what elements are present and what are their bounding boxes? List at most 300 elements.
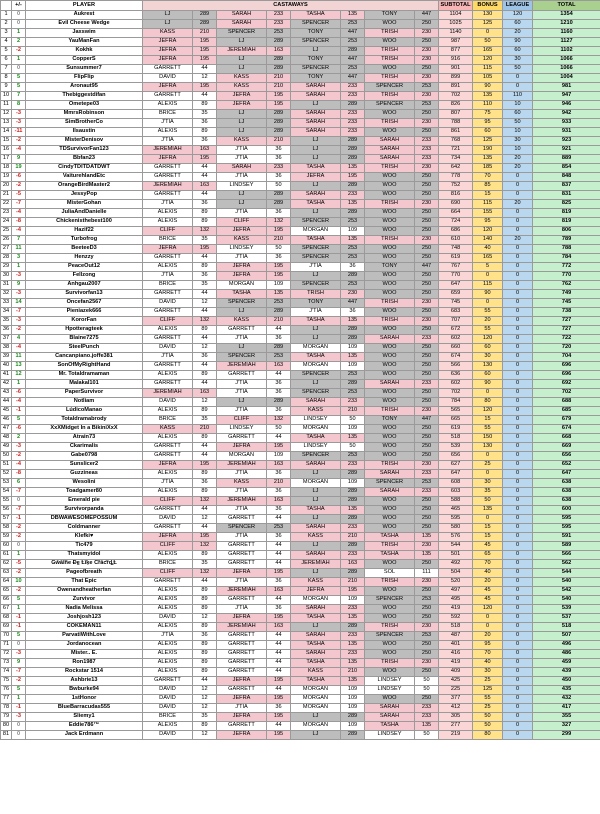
bonus-cell: 40 — [473, 569, 503, 578]
c3-name-cell: TONY — [291, 74, 341, 83]
rank-cell: 46 — [1, 416, 12, 425]
player-cell: JessyPop — [26, 191, 143, 200]
total-cell: 299 — [533, 731, 600, 740]
bonus-cell: 110 — [473, 101, 503, 110]
bonus-cell: 45 — [473, 587, 503, 596]
c4-name-cell: TRISH — [365, 578, 415, 587]
total-cell: 327 — [533, 722, 600, 731]
change-cell: 0 — [12, 731, 26, 740]
leaderboard-body — [1, 11, 600, 740]
c1-name-cell: ALEXIS — [143, 650, 193, 659]
bonus-cell: 115 — [473, 65, 503, 74]
c1-pts-cell: 44 — [193, 677, 217, 686]
c1-name-cell: ALEXIS — [143, 434, 193, 443]
c3-name-cell: SARAH — [291, 128, 341, 137]
bonus-cell: 0 — [473, 614, 503, 623]
league-cell: 10 — [503, 101, 533, 110]
c3-pts-cell: 447 — [341, 56, 365, 65]
c3-name-cell: SARAH — [291, 92, 341, 101]
bonus-header: BONUS — [473, 1, 503, 11]
bonus-cell: 95 — [473, 119, 503, 128]
c4-pts-cell: 230 — [415, 74, 439, 83]
player-cell: Ometepe03 — [26, 101, 143, 110]
c4-name-cell: WOO — [365, 65, 415, 74]
total-cell: 544 — [533, 569, 600, 578]
player-cell: That Epic — [26, 578, 143, 587]
change-cell: -5 — [12, 191, 26, 200]
c4-pts-cell: 250 — [415, 389, 439, 398]
c2-name-cell: KASS — [217, 83, 267, 92]
c1-pts-cell: 44 — [193, 506, 217, 515]
league-cell: 0 — [503, 389, 533, 398]
c1-pts-cell: 44 — [193, 92, 217, 101]
c3-pts-cell: 230 — [341, 290, 365, 299]
c2-pts-cell: 44 — [267, 326, 291, 335]
c4-pts-cell: 250 — [415, 695, 439, 704]
c2-name-cell: JEFRA — [217, 569, 267, 578]
rank-cell: 52 — [1, 470, 12, 479]
c1-name-cell: GARRETT — [143, 578, 193, 587]
total-cell: 674 — [533, 425, 600, 434]
c2-name-cell: JEREMIAH — [217, 362, 267, 371]
league-cell: 0 — [503, 299, 533, 308]
c1-name-cell: ALEXIS — [143, 101, 193, 110]
subtotal-cell: 409 — [439, 668, 473, 677]
c3-pts-cell: 289 — [341, 47, 365, 56]
league-cell: 0 — [503, 488, 533, 497]
c2-name-cell: J'TIA — [217, 146, 267, 155]
table-row — [1, 695, 600, 704]
c3-name-cell: TASHA — [291, 11, 341, 20]
c2-name-cell: JEFRA — [217, 614, 267, 623]
change-cell: -2 — [12, 677, 26, 686]
rank-cell: 38 — [1, 344, 12, 353]
table-row — [1, 380, 600, 389]
player-cell: TDSurvivorFan123 — [26, 146, 143, 155]
c2-pts-cell: 289 — [267, 398, 291, 407]
c4-pts-cell: 230 — [415, 92, 439, 101]
c4-name-cell: WOO — [365, 245, 415, 254]
bonus-cell: 130 — [473, 11, 503, 20]
player-cell: Kokhk — [26, 47, 143, 56]
table-row — [1, 470, 600, 479]
table-row — [1, 200, 600, 209]
c1-pts-cell: 89 — [193, 659, 217, 668]
c3-pts-cell: 135 — [341, 11, 365, 20]
c1-name-cell: JEFRA — [143, 245, 193, 254]
rank-cell: 78 — [1, 704, 12, 713]
league-cell: 10 — [503, 146, 533, 155]
table-row — [1, 191, 600, 200]
table-row — [1, 344, 600, 353]
c2-pts-cell: 36 — [267, 380, 291, 389]
total-cell: 889 — [533, 155, 600, 164]
change-cell: 8 — [12, 101, 26, 110]
subtotal-cell: 576 — [439, 533, 473, 542]
subtotal-cell: 659 — [439, 290, 473, 299]
table-row — [1, 461, 600, 470]
rank-cell: 25 — [1, 227, 12, 236]
subtotal-cell: 544 — [439, 542, 473, 551]
c3-pts-cell: 210 — [341, 578, 365, 587]
c4-name-cell: WOO — [365, 497, 415, 506]
rank-cell: 42 — [1, 380, 12, 389]
rank-cell: 3 — [1, 29, 12, 38]
c1-pts-cell: 44 — [193, 443, 217, 452]
c1-name-cell: DAVID — [143, 515, 193, 524]
bonus-cell: 50 — [473, 38, 503, 47]
table-row — [1, 605, 600, 614]
c4-name-cell: TRISH — [365, 461, 415, 470]
c2-name-cell: JEREMIAH — [217, 461, 267, 470]
player-cell: Toadgamer80 — [26, 488, 143, 497]
total-cell: 923 — [533, 137, 600, 146]
league-cell: 90 — [503, 38, 533, 47]
c1-name-cell: ALEXIS — [143, 263, 193, 272]
c3-pts-cell: 253 — [341, 452, 365, 461]
table-row — [1, 398, 600, 407]
subtotal-cell: 419 — [439, 605, 473, 614]
total-cell: 638 — [533, 497, 600, 506]
total-cell: 638 — [533, 488, 600, 497]
subtotal-cell: 219 — [439, 731, 473, 740]
c2-pts-cell: 36 — [267, 470, 291, 479]
bonus-cell: 5 — [473, 263, 503, 272]
c4-pts-cell: 250 — [415, 434, 439, 443]
league-cell: 0 — [503, 74, 533, 83]
c4-pts-cell: 233 — [415, 470, 439, 479]
c1-pts-cell: 132 — [193, 497, 217, 506]
total-cell: 496 — [533, 641, 600, 650]
c3-name-cell: KASS — [291, 407, 341, 416]
c4-name-cell: SARAH — [365, 155, 415, 164]
table-row — [1, 389, 600, 398]
rank-cell: 69 — [1, 623, 12, 632]
subtotal-cell: 767 — [439, 263, 473, 272]
league-cell: 0 — [503, 551, 533, 560]
subtotal-cell: 619 — [439, 254, 473, 263]
change-cell: -5 — [12, 560, 26, 569]
c3-name-cell: LINDSEY — [291, 443, 341, 452]
bonus-cell: 155 — [473, 209, 503, 218]
player-cell: Oncefan2567 — [26, 299, 143, 308]
player-cell: Coldmanner — [26, 524, 143, 533]
c2-pts-cell: 36 — [267, 173, 291, 182]
c2-name-cell: GARRETT — [217, 326, 267, 335]
c1-pts-cell: 89 — [193, 434, 217, 443]
rank-cell: 11 — [1, 101, 12, 110]
c1-pts-cell: 89 — [193, 668, 217, 677]
table-row — [1, 632, 600, 641]
bonus-cell: 125 — [473, 686, 503, 695]
c3-name-cell: SARAH — [291, 632, 341, 641]
c1-pts-cell: 35 — [193, 416, 217, 425]
c4-pts-cell: 230 — [415, 623, 439, 632]
rank-cell: 43 — [1, 389, 12, 398]
c3-pts-cell: 135 — [341, 353, 365, 362]
change-cell: 5 — [12, 416, 26, 425]
c3-name-cell: SPENCER — [291, 20, 341, 29]
bonus-cell: 120 — [473, 335, 503, 344]
subtotal-cell: 891 — [439, 83, 473, 92]
total-cell: 942 — [533, 110, 600, 119]
league-cell: 0 — [503, 650, 533, 659]
rank-cell: 20 — [1, 182, 12, 191]
c2-pts-cell: 36 — [267, 704, 291, 713]
c4-pts-cell: 250 — [415, 587, 439, 596]
c4-pts-cell: 250 — [415, 425, 439, 434]
c1-pts-cell: 289 — [193, 20, 217, 29]
player-cell: PeaceOut12 — [26, 263, 143, 272]
total-cell: 825 — [533, 200, 600, 209]
player-cell: Guzzineas — [26, 470, 143, 479]
c3-name-cell: SARAH — [291, 605, 341, 614]
table-row — [1, 623, 600, 632]
subtotal-cell: 816 — [439, 191, 473, 200]
table-row — [1, 650, 600, 659]
c3-name-cell: JEFRA — [291, 587, 341, 596]
c4-pts-cell: 50 — [415, 731, 439, 740]
total-cell: 647 — [533, 470, 600, 479]
player-cell: Malakal101 — [26, 380, 143, 389]
bonus-cell: 70 — [473, 560, 503, 569]
rank-header — [1, 1, 12, 11]
c4-pts-cell: 447 — [415, 416, 439, 425]
c3-pts-cell: 109 — [341, 227, 365, 236]
player-cell: Evil Cheese Wedge — [26, 20, 143, 29]
c1-pts-cell: 44 — [193, 173, 217, 182]
c3-pts-cell: 289 — [341, 101, 365, 110]
subtotal-cell: 672 — [439, 326, 473, 335]
bonus-cell: 20 — [473, 317, 503, 326]
subtotal-cell: 642 — [439, 164, 473, 173]
league-cell: 60 — [503, 47, 533, 56]
total-cell: 432 — [533, 695, 600, 704]
bonus-cell: 165 — [473, 254, 503, 263]
subtotal-cell: 702 — [439, 92, 473, 101]
player-cell: Tic479 — [26, 542, 143, 551]
c4-name-cell: TONY — [365, 11, 415, 20]
total-cell: 727 — [533, 317, 600, 326]
league-cell: 0 — [503, 668, 533, 677]
change-cell: -11 — [12, 128, 26, 137]
player-cell: OrangeBirdMaster2 — [26, 182, 143, 191]
c1-name-cell: GARRETT — [143, 443, 193, 452]
subtotal-cell: 412 — [439, 704, 473, 713]
subtotal-cell: 636 — [439, 371, 473, 380]
c3-pts-cell: 233 — [341, 119, 365, 128]
c2-pts-cell: 233 — [267, 164, 291, 173]
c2-name-cell: J'TIA — [217, 533, 267, 542]
player-cell: Anhgau2007 — [26, 281, 143, 290]
c2-pts-cell: 44 — [267, 722, 291, 731]
bonus-cell: 90 — [473, 290, 503, 299]
player-cell: Nadia Melissa — [26, 605, 143, 614]
player-cell: FlipFlip — [26, 74, 143, 83]
c3-name-cell: LINDSEY — [291, 416, 341, 425]
c1-name-cell: KASS — [143, 425, 193, 434]
league-cell: 20 — [503, 200, 533, 209]
player-cell: Jordanocean — [26, 641, 143, 650]
table-row — [1, 578, 600, 587]
player-cell: Ġŵâīñe Ɖḛ Ƚīķe ĈȑȃƈȓȡȽ — [26, 560, 143, 569]
player-cell: YauManFan — [26, 38, 143, 47]
c1-name-cell: GARRETT — [143, 290, 193, 299]
subtotal-cell: 497 — [439, 587, 473, 596]
c3-pts-cell: 289 — [341, 623, 365, 632]
c1-name-cell: DAVID — [143, 695, 193, 704]
rank-cell: 1 — [1, 11, 12, 20]
rank-cell: 33 — [1, 299, 12, 308]
player-cell: Henzzy — [26, 254, 143, 263]
c1-name-cell: JEREMIAH — [143, 389, 193, 398]
c3-pts-cell: 36 — [341, 308, 365, 317]
c4-name-cell: TRISH — [365, 623, 415, 632]
c2-name-cell: CLIFF — [217, 218, 267, 227]
c4-pts-cell: 250 — [415, 560, 439, 569]
table-row — [1, 686, 600, 695]
c3-name-cell: LJ — [291, 146, 341, 155]
c2-name-cell: JEFRA — [217, 227, 267, 236]
c3-name-cell: SARAH — [291, 83, 341, 92]
change-cell: 19 — [12, 164, 26, 173]
c3-pts-cell: 253 — [341, 389, 365, 398]
change-cell: 0 — [12, 20, 26, 29]
bonus-cell: 0 — [473, 623, 503, 632]
total-cell: 1127 — [533, 38, 600, 47]
subtotal-cell: 608 — [439, 479, 473, 488]
player-cell: Jack Erdmann — [26, 731, 143, 740]
c3-pts-cell: 50 — [341, 416, 365, 425]
table-row — [1, 704, 600, 713]
player-cell: Ckarimalis — [26, 443, 143, 452]
c2-pts-cell: 210 — [267, 317, 291, 326]
league-cell: 0 — [503, 173, 533, 182]
c1-name-cell: J'TIA — [143, 200, 193, 209]
player-cell: Gabe0798 — [26, 452, 143, 461]
subtotal-cell: 627 — [439, 461, 473, 470]
bonus-cell: 90 — [473, 380, 503, 389]
c1-pts-cell: 12 — [193, 695, 217, 704]
change-cell: -4 — [12, 461, 26, 470]
c2-pts-cell: 163 — [267, 47, 291, 56]
bonus-cell: 50 — [473, 722, 503, 731]
rank-cell: 72 — [1, 650, 12, 659]
c2-name-cell: JEREMIAH — [217, 623, 267, 632]
change-cell: -4 — [12, 209, 26, 218]
bonus-cell: 25 — [473, 677, 503, 686]
table-row — [1, 281, 600, 290]
c3-name-cell: LJ — [291, 380, 341, 389]
bonus-cell: 135 — [473, 92, 503, 101]
c4-name-cell: SPENCER — [365, 596, 415, 605]
rank-cell: 24 — [1, 218, 12, 227]
change-cell: -3 — [12, 443, 26, 452]
c2-name-cell: J'TIA — [217, 488, 267, 497]
c3-pts-cell: 135 — [341, 236, 365, 245]
c1-name-cell: GARRETT — [143, 677, 193, 686]
c1-pts-cell: 36 — [193, 137, 217, 146]
c3-name-cell: SARAH — [291, 398, 341, 407]
total-cell: 486 — [533, 650, 600, 659]
bonus-cell: 165 — [473, 47, 503, 56]
c4-name-cell: WOO — [365, 290, 415, 299]
c1-pts-cell: 35 — [193, 236, 217, 245]
c3-name-cell: TASHA — [291, 434, 341, 443]
subtotal-cell: 520 — [439, 578, 473, 587]
player-cell: Cancanpiano.joffe381 — [26, 353, 143, 362]
league-cell: 0 — [503, 308, 533, 317]
c4-pts-cell: 250 — [415, 245, 439, 254]
league-cell: 0 — [503, 479, 533, 488]
c3-pts-cell: 289 — [341, 713, 365, 722]
c1-name-cell: DAVID — [143, 614, 193, 623]
c2-pts-cell: 289 — [267, 38, 291, 47]
league-cell: 0 — [503, 452, 533, 461]
c3-pts-cell: 50 — [341, 443, 365, 452]
c2-name-cell: GARRETT — [217, 434, 267, 443]
rank-cell: 61 — [1, 551, 12, 560]
c2-pts-cell: 44 — [267, 560, 291, 569]
subtotal-cell: 690 — [439, 200, 473, 209]
league-cell: 0 — [503, 722, 533, 731]
c2-pts-cell: 195 — [267, 614, 291, 623]
bonus-cell: 50 — [473, 713, 503, 722]
c2-pts-cell: 44 — [267, 542, 291, 551]
rank-cell: 19 — [1, 173, 12, 182]
c4-name-cell: TRISH — [365, 119, 415, 128]
bonus-cell: 60 — [473, 371, 503, 380]
table-row — [1, 65, 600, 74]
c4-pts-cell: 230 — [415, 317, 439, 326]
c4-name-cell: WOO — [365, 272, 415, 281]
league-cell: 60 — [503, 20, 533, 29]
c3-name-cell: TONY — [291, 299, 341, 308]
c3-name-cell: KASS — [291, 578, 341, 587]
c3-pts-cell: 289 — [341, 569, 365, 578]
change-cell: -1 — [12, 407, 26, 416]
c4-pts-cell: 250 — [415, 650, 439, 659]
rank-cell: 34 — [1, 308, 12, 317]
subtotal-cell: 724 — [439, 218, 473, 227]
c1-name-cell: J'TIA — [143, 137, 193, 146]
subtotal-cell: 861 — [439, 128, 473, 137]
c3-pts-cell: 289 — [341, 497, 365, 506]
bonus-cell: 15 — [473, 524, 503, 533]
c4-pts-cell: 250 — [415, 443, 439, 452]
c4-pts-cell: 233 — [415, 155, 439, 164]
c4-name-cell: WOO — [365, 443, 415, 452]
c1-pts-cell: 44 — [193, 578, 217, 587]
player-cell: SonOfMyRightHand — [26, 362, 143, 371]
c1-pts-cell: 36 — [193, 200, 217, 209]
total-cell: 1210 — [533, 20, 600, 29]
c1-pts-cell: 12 — [193, 704, 217, 713]
subtotal-cell: 565 — [439, 407, 473, 416]
c1-pts-cell: 35 — [193, 713, 217, 722]
change-cell: -2 — [12, 533, 26, 542]
c2-name-cell: SARAH — [217, 164, 267, 173]
table-row — [1, 434, 600, 443]
c4-pts-cell: 447 — [415, 263, 439, 272]
c1-name-cell: ALEXIS — [143, 551, 193, 560]
player-cell: Bwburke94 — [26, 686, 143, 695]
c3-pts-cell: 289 — [341, 488, 365, 497]
change-cell: -7 — [12, 200, 26, 209]
total-cell: 591 — [533, 533, 600, 542]
c4-name-cell: WOO — [365, 650, 415, 659]
c2-pts-cell: 132 — [267, 416, 291, 425]
